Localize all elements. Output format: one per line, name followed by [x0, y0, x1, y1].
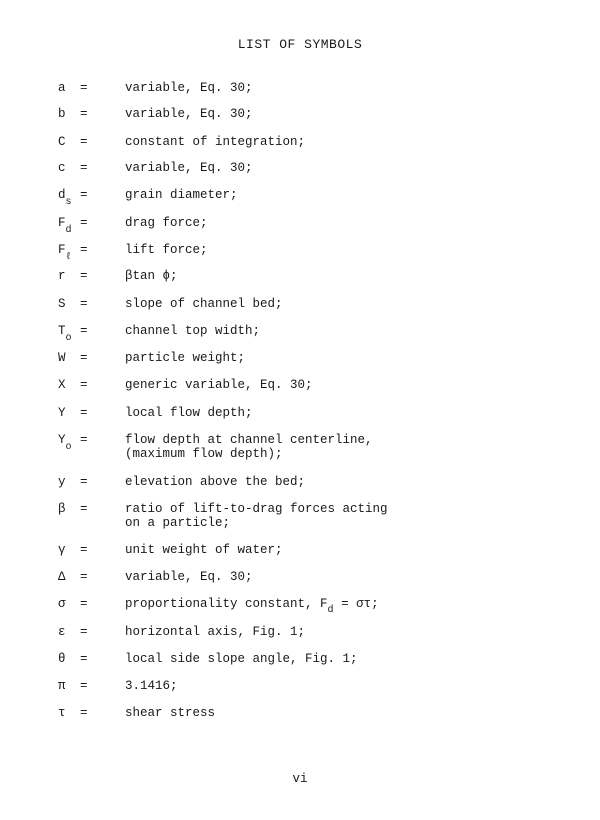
definition-subscript: d [327, 605, 334, 616]
symbol-subscript: o [65, 442, 72, 453]
definition-text: variable, Eq. 30; [125, 107, 253, 121]
equals-sign: = [80, 597, 88, 611]
definition-continuation: on a particle; [125, 516, 231, 530]
symbol [58, 679, 66, 693]
symbol-definition [125, 188, 238, 202]
definition-continuation: (maximum flow depth); [125, 447, 283, 461]
symbol [58, 324, 72, 344]
symbol-definition [125, 216, 208, 230]
symbol-letter: γ [58, 543, 66, 557]
page-number: vi [292, 772, 308, 786]
equals-sign: = [80, 543, 88, 557]
page-title: LIST OF SYMBOLS [237, 37, 363, 52]
symbol-definition [125, 107, 253, 121]
symbol-definition [125, 570, 253, 584]
symbol [58, 269, 66, 283]
symbol-subscript: ℓ [65, 252, 72, 263]
symbol-definition [125, 161, 253, 175]
symbol-letter: β [58, 502, 66, 516]
symbol-subscript: d [65, 225, 72, 236]
definition-text: lift force; [125, 243, 208, 257]
definition-text: unit weight of water; [125, 543, 283, 557]
symbol-letter: W [58, 351, 66, 365]
symbol-definition [125, 543, 283, 557]
symbol-letter: π [58, 679, 66, 693]
definition-text: ratio of lift-to-drag forces acting [125, 502, 388, 516]
definition-text: elevation above the bed; [125, 475, 306, 489]
symbol-letter: c [58, 161, 66, 175]
symbol-definition [125, 324, 260, 338]
symbol [58, 475, 66, 489]
equals-sign: = [80, 475, 88, 489]
definition-text: flow depth at channel centerline, [125, 433, 373, 447]
symbol [58, 543, 66, 557]
symbol-definition [125, 81, 253, 95]
definition-text: variable, Eq. 30; [125, 161, 253, 175]
equals-sign: = [80, 188, 88, 202]
definition-text: variable, Eq. 30; [125, 81, 253, 95]
symbol-definition [125, 652, 358, 666]
symbol-definition [125, 297, 283, 311]
symbol [58, 570, 66, 584]
symbol-letter: d [58, 188, 66, 202]
symbol [58, 351, 66, 365]
equals-sign: = [80, 107, 88, 121]
definition-text: grain diameter; [125, 188, 238, 202]
symbol-letter: y [58, 475, 66, 489]
symbol [58, 706, 66, 720]
symbol [58, 81, 66, 95]
equals-sign: = [80, 81, 88, 95]
definition-tail: = στ; [333, 597, 379, 611]
symbol-definition [125, 269, 178, 283]
symbol-definition [125, 351, 245, 365]
equals-sign: = [80, 433, 88, 447]
definition-text: drag force; [125, 216, 208, 230]
symbol-definition [125, 135, 305, 149]
symbol-definition [125, 475, 305, 489]
symbol-definition [125, 378, 313, 392]
definition-text: slope of channel bed; [125, 297, 283, 311]
equals-sign: = [80, 243, 88, 257]
equals-sign: = [80, 378, 88, 392]
definition-text: generic variable, Eq. 30; [125, 378, 313, 392]
equals-sign: = [80, 502, 88, 516]
equals-sign: = [80, 161, 88, 175]
equals-sign: = [80, 297, 88, 311]
definition-text: channel top width; [125, 324, 261, 338]
definition-text: βtan ɸ; [125, 269, 178, 283]
symbol-definition [125, 679, 178, 693]
definition-text: particle weight; [125, 351, 246, 365]
symbol-letter: σ [58, 597, 66, 611]
symbol [58, 243, 72, 263]
symbol-letter: F [58, 216, 66, 230]
equals-sign: = [80, 570, 88, 584]
equals-sign: = [80, 652, 88, 666]
equals-sign: = [80, 135, 88, 149]
definition-text: local side slope angle, Fig. 1; [125, 652, 358, 666]
symbol-letter: r [58, 269, 66, 283]
definition-text: shear stress [125, 706, 216, 720]
definition-text: horizontal axis, Fig. 1; [125, 625, 306, 639]
symbol [58, 433, 72, 453]
symbol-definition [125, 706, 215, 720]
symbol [58, 135, 66, 149]
symbol-letter: Δ [58, 570, 66, 584]
symbol-letter: F [58, 243, 66, 257]
definition-text: 3.1416; [125, 679, 178, 693]
symbol-letter: Y [58, 433, 66, 447]
symbol [58, 502, 66, 516]
symbol-definition [125, 406, 253, 420]
equals-sign: = [80, 706, 88, 720]
symbol [58, 406, 66, 420]
symbol-definition [125, 597, 379, 616]
symbol [58, 625, 66, 639]
symbol [58, 216, 72, 236]
symbol-letter: C [58, 135, 66, 149]
symbol [58, 597, 66, 611]
equals-sign: = [80, 216, 88, 230]
symbol-letter: a [58, 81, 66, 95]
equals-sign: = [80, 269, 88, 283]
equals-sign: = [80, 679, 88, 693]
symbol-subscript: s [65, 197, 72, 208]
symbol-definition [125, 502, 388, 530]
symbol-letter: τ [58, 706, 66, 720]
symbol-letter: θ [58, 652, 66, 666]
equals-sign: = [80, 406, 88, 420]
definition-text: proportionality constant, F [125, 597, 328, 611]
definition-text: constant of integration; [125, 135, 306, 149]
symbol [58, 188, 72, 208]
symbol-letter: T [58, 324, 66, 338]
equals-sign: = [80, 351, 88, 365]
symbol [58, 378, 66, 392]
definition-text: local flow depth; [125, 406, 253, 420]
symbol-letter: Y [58, 406, 66, 420]
symbol-definition [125, 433, 373, 461]
symbol-letter: b [58, 107, 66, 121]
symbol-letter: X [58, 378, 66, 392]
symbol-definition [125, 243, 208, 257]
equals-sign: = [80, 324, 88, 338]
symbol-subscript: o [65, 333, 72, 344]
symbol [58, 297, 66, 311]
symbol-letter: S [58, 297, 66, 311]
symbol [58, 161, 66, 175]
symbol-definition [125, 625, 305, 639]
equals-sign: = [80, 625, 88, 639]
symbol [58, 652, 66, 666]
symbol [58, 107, 66, 121]
symbol-letter: ε [58, 625, 66, 639]
definition-text: variable, Eq. 30; [125, 570, 253, 584]
